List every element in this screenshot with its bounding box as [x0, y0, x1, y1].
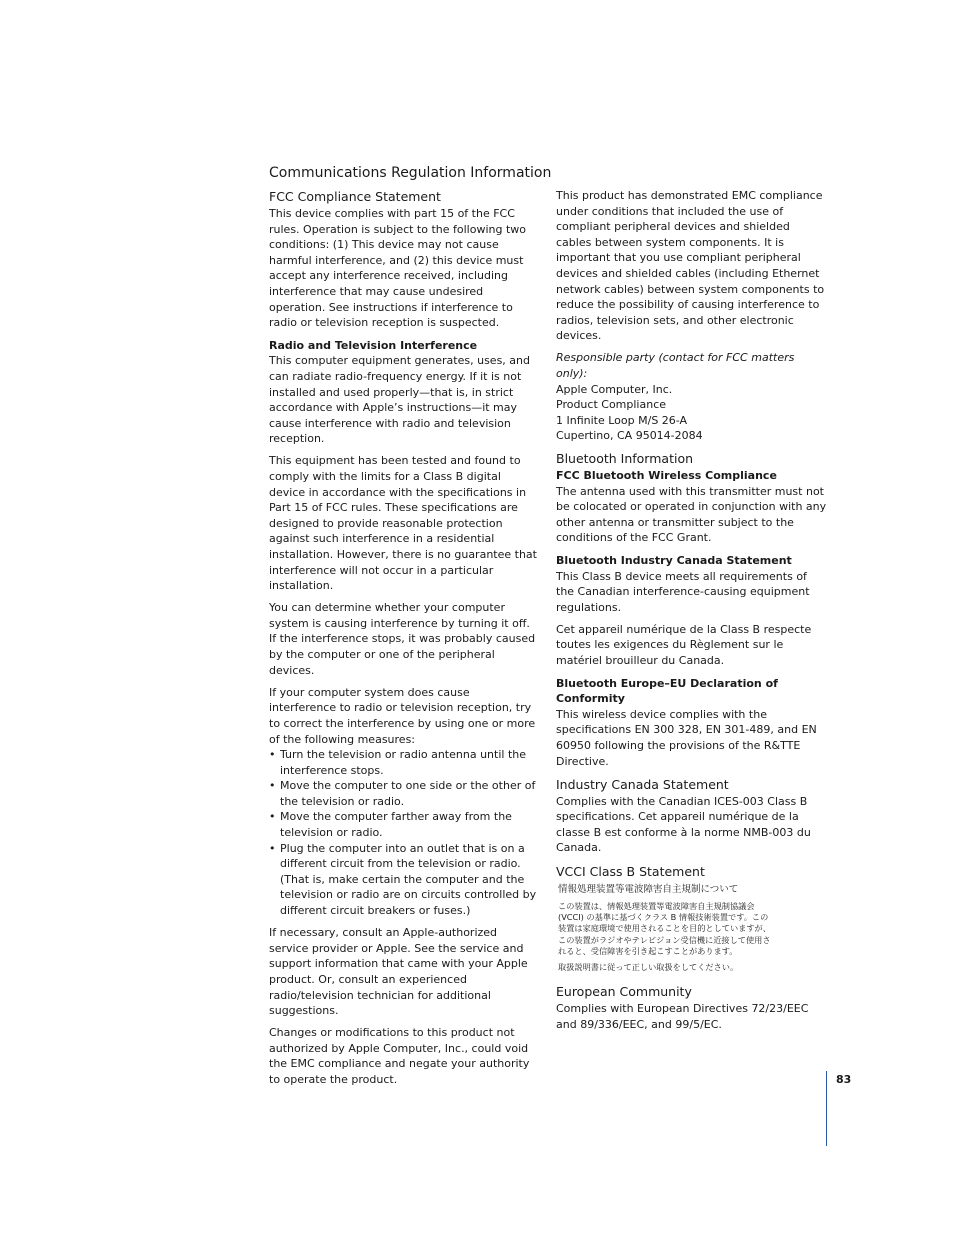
industry-canada-heading: Industry Canada Statement: [556, 776, 729, 792]
address-line: 1 Infinite Loop M/S 26-A: [556, 413, 688, 427]
page-margin-rule: [826, 1071, 827, 1146]
vcci-statement-japanese: [558, 883, 828, 973]
european-community-text: Complies with European Directives 72/23/EEC and 89/336/EEC, and 99/5/EC.: [556, 1002, 809, 1031]
bluetooth-ic-heading: Bluetooth Industry Canada Statement: [556, 553, 792, 567]
bullet-icon: •: [269, 779, 276, 793]
radio-tv-paragraph-3: You can determine whether your computer system is causing interference by turning it off. If the interference stops, it was probably caused by the computer or one of the peripheral devices.: [269, 601, 536, 677]
vcci-body: この装置は、情報処理装置等電波障害自主規制協議会 (VCCI) の基準に基づくクラス B 情報技術装置です。この装置は家庭環境で使用されることを目的としていますが、この装置がラジオやテレビジョン受信機に近接して使用されると、受信障害を引き起こすことがあります。: [558, 900, 771, 957]
vcci-title: 情報処理装置等電波障害自主規制について: [558, 883, 739, 895]
list-item: • Move the computer to one side or the other of the television or radio.: [269, 779, 536, 808]
bullet-icon: •: [269, 841, 276, 855]
radio-tv-paragraph-6: Changes or modifications to this product not authorized by Apple Computer, Inc., could void the EMC compliance and negate your authority to operate the product.: [269, 1026, 530, 1086]
vcci-heading: VCCI Class B Statement: [556, 863, 705, 879]
fcc-compliance-heading: FCC Compliance Statement: [269, 189, 441, 204]
list-item: • Turn the television or radio antenna until the interference stops.: [269, 748, 526, 777]
list-item: • Move the computer farther away from the television or radio.: [269, 810, 512, 840]
bluetooth-info-heading: Bluetooth Information: [556, 451, 694, 466]
fcc-compliance-text: This device complies with part 15 of the FCC rules. Operation is subject to the following two conditions: (1) This device may not cause harmful interference, and (2) this device must accept any interference received, including interference that may cause undesired operation. See instructions if interference to radio or television reception is suspected.: [269, 207, 527, 330]
bluetooth-fcc-text: The antenna used with this transmitter must not be colocated or operated in conjunction with any other antenna or transmitter subject to the conditions of the FCC Grant.: [556, 484, 827, 545]
address-block: [556, 382, 828, 444]
page-title: Communications Regulation Information: [269, 165, 552, 181]
bullet-icon: •: [269, 748, 276, 762]
page-number: 83: [836, 1073, 852, 1086]
radio-tv-paragraph-4: If your computer system does cause interference to radio or television reception, try to correct the interference by using one or more of the following measures:: [269, 685, 536, 746]
responsible-party-label: Responsible party (contact for FCC matters only):: [556, 351, 795, 381]
european-community-heading: European Community: [556, 984, 692, 999]
radio-tv-paragraph-2: This equipment has been tested and found to comply with the limits for a Class B digital device in accordance with the specifications in Part 15 of FCC rules. These specifications are designed to provide reasonable protection against such interference in a residential installation. However, there is no guarantee that interference will not occur in a particular installation.: [269, 454, 537, 593]
bluetooth-fcc-heading: FCC Bluetooth Wireless Compliance: [556, 469, 777, 482]
vcci-footnote: 取扱説明書に従って正しい取扱をしてください。: [558, 961, 739, 972]
radio-tv-paragraph-5: If necessary, consult an Apple-authorized service provider or Apple. See the service and support information that came with your Apple product. Or, consult an experienced radio/television technician for additional suggestions.: [269, 926, 528, 1018]
radio-tv-interference-heading: Radio and Television Interference: [269, 338, 478, 352]
bullet-icon: •: [269, 810, 276, 824]
industry-canada-text: Complies with the Canadian ICES-003 Class B specifications. Cet appareil numérique de la classe B est conforme à la norme NMB-003 du Canada.: [556, 794, 811, 855]
address-line: Cupertino, CA 95014-2084: [556, 429, 703, 443]
address-line: Product Compliance: [556, 398, 667, 412]
left-column: [269, 188, 539, 1094]
bluetooth-ic-french-text: Cet appareil numérique de la Class B respecte toutes les exigences du Règlement sur le matériel brouilleur du Canada.: [556, 622, 812, 668]
bluetooth-ic-text: This Class B device meets all requirements of the Canadian interference-causing equipment regulations.: [556, 569, 810, 614]
address-line: Apple Computer, Inc.: [556, 382, 673, 396]
interference-measures-list: [269, 747, 539, 919]
radio-tv-paragraph-1: This computer equipment generates, uses, and can radiate radio-frequency energy. If it is not installed and used properly—that is, in strict accordance with Apple’s instructions—it may cause interference with radio and television reception.: [269, 354, 530, 446]
right-column: [556, 188, 828, 1039]
emc-compliance-text: This product has demonstrated EMC compliance under conditions that included the use of compliant peripheral devices and shielded cables between system components. It is important that you use compliant peripheral devices and shielded cables (including Ethernet network cables) between system components to reduce the possibility of causing interference to radios, television sets, and other electronic devices.: [556, 189, 825, 343]
bluetooth-eu-heading: Bluetooth Europe–EU Declaration of Conformity: [556, 676, 778, 706]
list-item: • Plug the computer into an outlet that is on a different circuit from the television or radio. (That is, make certain the computer and the television or radio are on circuits controlled by different circuit breakers or fuses.): [269, 841, 537, 918]
bluetooth-eu-text: This wireless device complies with the specifications EN 300 328, EN 301-489, and EN 60950 following the provisions of the R&TTE Directive.: [556, 707, 817, 768]
